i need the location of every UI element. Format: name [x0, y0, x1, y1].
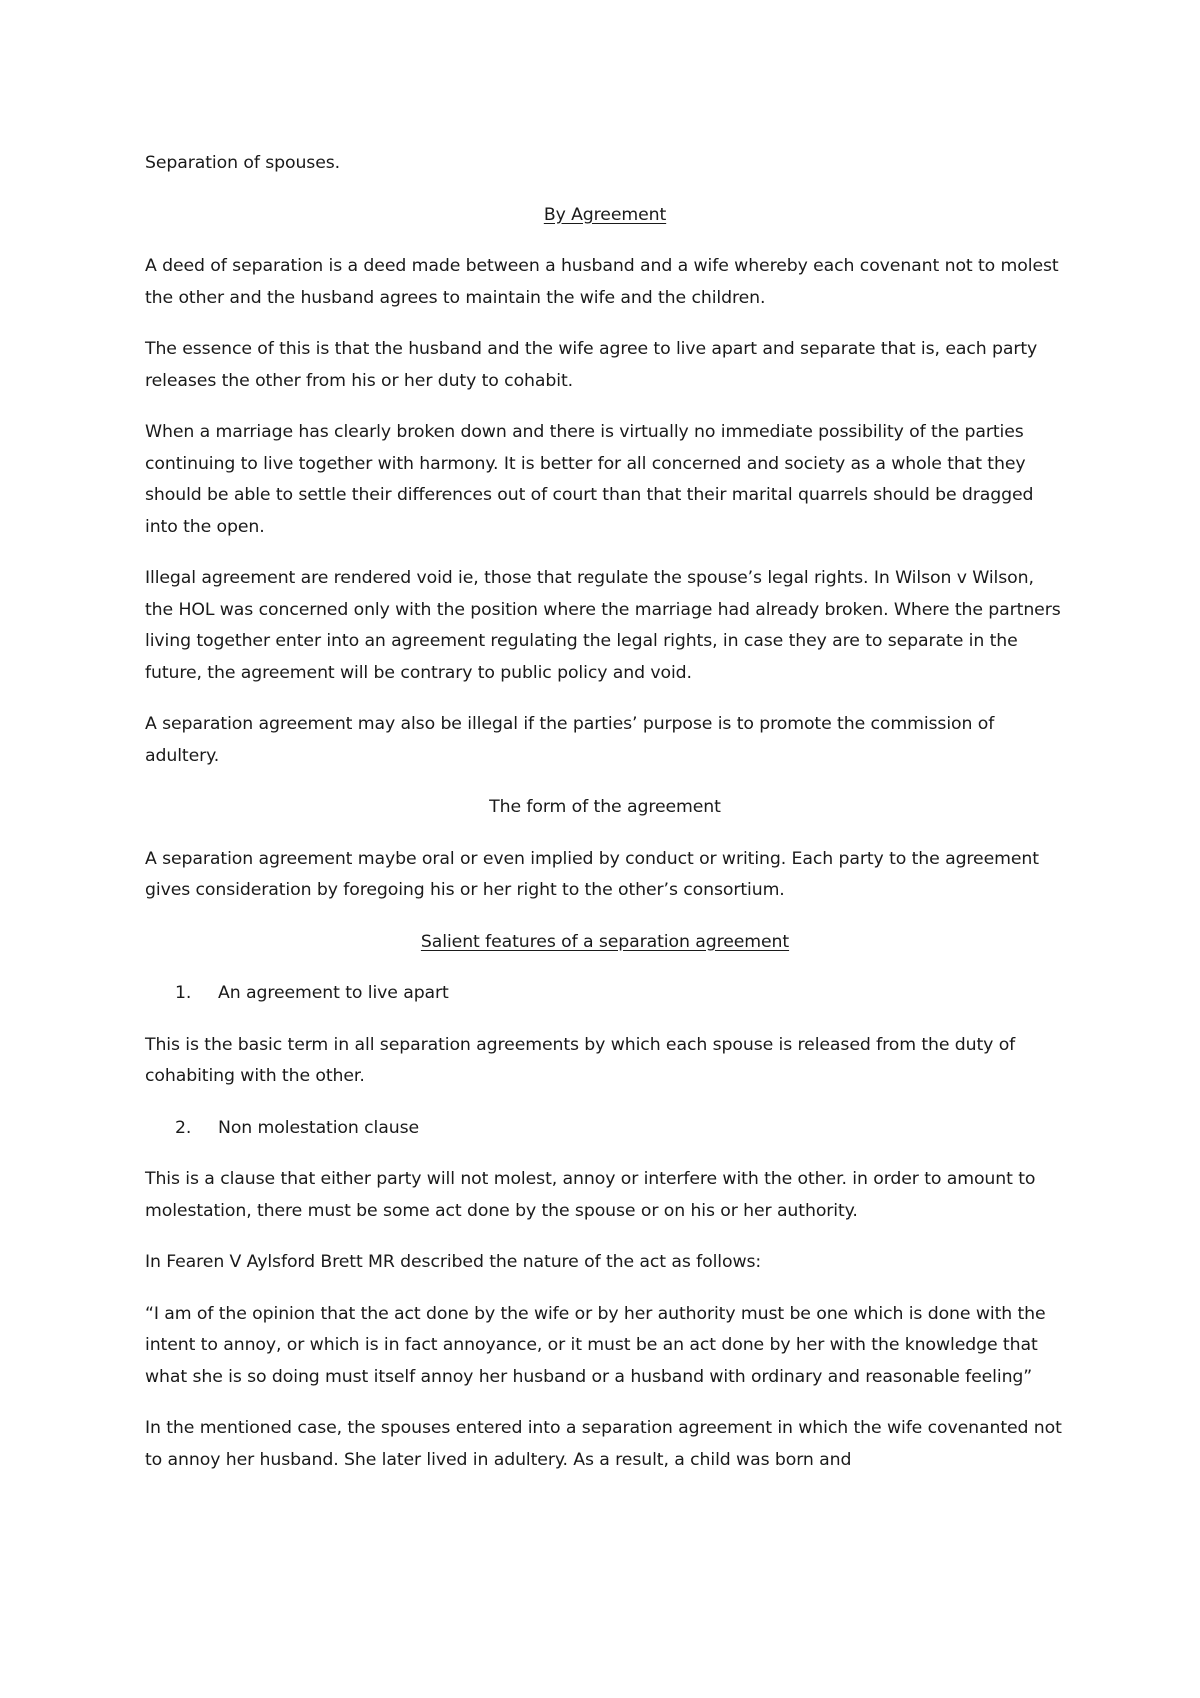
paragraph-form: A separation agreement maybe oral or even implied by conduct or writing. Each party to the agreement gives consideration by foregoing his or her right to the other’s consortium.: [145, 848, 1039, 900]
document-title: Separation of spouses.: [145, 153, 341, 173]
paragraph-marriage-broken: When a marriage has clearly broken down and there is virtually no immediate possibility of the parties continuing to live together with harmony. It is better for all concerned and society as a whole that they should be able to settle their differences out of court than that their marital quarrels should be dragged into the open.: [145, 422, 1034, 537]
paragraph-fearen-case: In Fearen V Aylsford Brett MR described the nature of the act as follows:: [145, 1252, 762, 1272]
list-item-label: Non molestation clause: [218, 1117, 420, 1138]
paragraph-quote: “I am of the opinion that the act done by the wife or by her authority must be one which is done with the intent to annoy, or which is in fact annoyance, or it must be an act done by her with the knowledge that what she is so doing must itself annoy her husband or a husband with ordinary and reasonable feeling”: [145, 1303, 1046, 1387]
paragraph-molestation-clause: This is a clause that either party will not molest, annoy or interfere with the other. in order to amount to molestation, there must be some act done by the spouse or on his or her authority.: [145, 1169, 1036, 1221]
paragraph-adultery: A separation agreement may also be illegal if the parties’ purpose is to promote the commission of adultery.: [145, 714, 995, 766]
list-number: 1.: [175, 983, 192, 1003]
paragraph-essence: The essence of this is that the husband and the wife agree to live apart and separate that is, each party releases the other from his or her duty to cohabit.: [145, 339, 1038, 391]
heading-by-agreement: By Agreement: [543, 204, 667, 225]
heading-form-of-agreement: The form of the agreement: [489, 797, 721, 817]
paragraph-illegal-agreement: Illegal agreement are rendered void ie, those that regulate the spouse’s legal rights. In Wilson v Wilson, the HOL was concerned only with the position where the marriage had already broken. Where the partners living together enter into an agreement regulating the legal rights, in case they are to separate in the future, the agreement will be contrary to public policy and void.: [145, 568, 1061, 683]
paragraph-deed-definition: A deed of separation is a deed made between a husband and a wife whereby each covenant not to molest the other and the husband agrees to maintain the wife and the children.: [145, 256, 1059, 308]
list-item-live-apart: [145, 978, 1065, 1010]
list-item-non-molestation: [145, 1113, 1065, 1145]
list-item-label: An agreement to live apart: [218, 983, 449, 1003]
paragraph-basic-term: This is the basic term in all separation agreements by which each spouse is released from the duty of cohabiting with the other.: [145, 1034, 1016, 1086]
paragraph-mentioned-case: In the mentioned case, the spouses entered into a separation agreement in which the wife covenanted not to annoy her husband. She later lived in adultery. As a result, a child was born and: [145, 1418, 1062, 1470]
document-body: [145, 148, 1065, 1496]
heading-salient-features: Salient features of a separation agreement: [420, 931, 790, 952]
list-number: 2.: [175, 1117, 192, 1138]
